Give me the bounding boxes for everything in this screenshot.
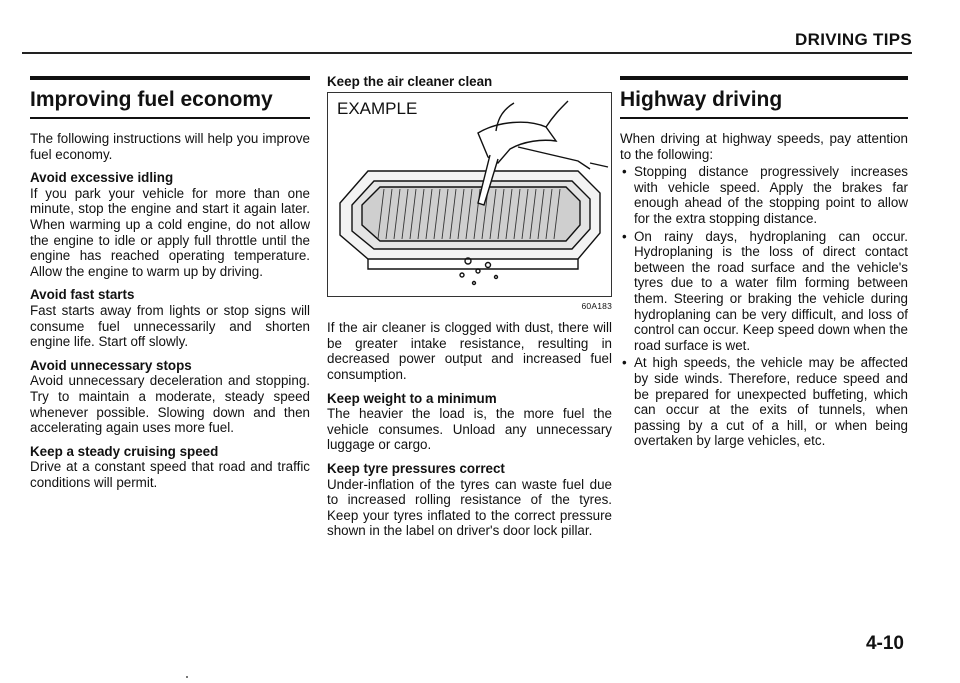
tip-heading: Avoid unnecessary stops xyxy=(30,357,192,373)
tip-block xyxy=(327,391,612,453)
tip-text: If you park your vehicle for more than one minute, stop the engine and start it again later. When warming up a cold engine, do not allow the engine to idle or apply full throttle until the engine has reached operating temperature. Allow the engine to warm up by driving. xyxy=(30,185,310,279)
list-item: • Stopping distance progressively increases with vehicle speed. Apply the brakes far enough ahead of the stopping point to allow for the extra stopping distance. xyxy=(620,164,908,226)
tip-heading: Avoid fast starts xyxy=(30,287,135,303)
tip-text: Under-inflation of the tyres can waste fuel due to increased rolling resistance of the tyres. Keep your tyres inflated to the correct pressure shown in the label on driver's door lock pillar. xyxy=(327,476,612,539)
tip-block xyxy=(30,170,310,279)
tip-heading: Avoid excessive idling xyxy=(30,170,174,186)
list-item: • On rainy days, hydroplaning can occur. Hydroplaning is the loss of direct contact between the road surface and the vehicle's tyres due to a water film forming between them. Steering or braking the vehicle during hydroplaning can be very difficult, and loss of control can occur. Keep speed down when the road surface is wet. xyxy=(620,229,908,354)
column-maintenance xyxy=(327,74,612,547)
highway-tips-list xyxy=(620,164,908,449)
tip-block xyxy=(30,287,310,349)
heading-block xyxy=(30,76,310,119)
column-highway-driving xyxy=(620,74,908,451)
section-heading: Highway driving xyxy=(620,88,783,111)
tip-text: Drive at a constant speed that road and traffic conditions will permit. xyxy=(30,459,310,490)
tip-block xyxy=(327,461,612,539)
tip-block xyxy=(30,358,310,436)
list-item: • At high speeds, the vehicle may be affected by side winds. Therefore, reduce speed and be prepared for unexpected buffeting, which can occur at the exits of tunnels, when passing by a cut of a hill, or when being overtaken by large vehicles, etc. xyxy=(620,355,908,449)
tip-heading: Keep tyre pressures correct xyxy=(327,460,505,476)
tip-heading: Keep weight to a minimum xyxy=(327,390,497,406)
tip-text: The heavier the load is, the more fuel the vehicle consumes. Unload any unnecessary luggage or cargo. xyxy=(327,406,612,453)
tip-text: Avoid unnecessary deceleration and stopping. Try to maintain a moderate, steady speed whenever possible. Slowing down and then accelerating again uses more fuel. xyxy=(30,373,310,436)
heading-block xyxy=(620,76,908,119)
section-heading: Improving fuel economy xyxy=(30,88,273,111)
scan-speck xyxy=(186,676,188,678)
header-rule xyxy=(22,52,912,54)
heading-bottom-rule xyxy=(30,117,310,119)
heading-top-rule xyxy=(30,76,310,80)
figure-label: EXAMPLE xyxy=(337,98,418,118)
tip-text: Fast starts away from lights or stop signs will consume fuel unnecessarily and shorten engine life. Start off slowly. xyxy=(30,302,310,350)
figure-code: 60A183 xyxy=(581,300,612,311)
heading-bottom-rule xyxy=(620,117,908,119)
section-title: DRIVING TIPS xyxy=(795,30,912,49)
air-cleaner-figure xyxy=(327,92,612,297)
heading-top-rule xyxy=(620,76,908,80)
page-number: 4-10 xyxy=(865,633,904,654)
tip-heading: Keep a steady cruising speed xyxy=(30,443,219,459)
intro-text: The following instructions will help you improve fuel economy. xyxy=(30,131,310,162)
tip-block xyxy=(30,444,310,491)
intro-text: When driving at highway speeds, pay attention to the following: xyxy=(620,131,908,162)
column-fuel-economy xyxy=(30,74,310,498)
air-cleaner-illustration xyxy=(328,93,611,296)
figure-description: If the air cleaner is clogged with dust, there will be greater intake resistance, resulting in decreased power output and increased fuel consumption. xyxy=(327,320,612,382)
figure-title: Keep the air cleaner clean xyxy=(327,74,493,89)
